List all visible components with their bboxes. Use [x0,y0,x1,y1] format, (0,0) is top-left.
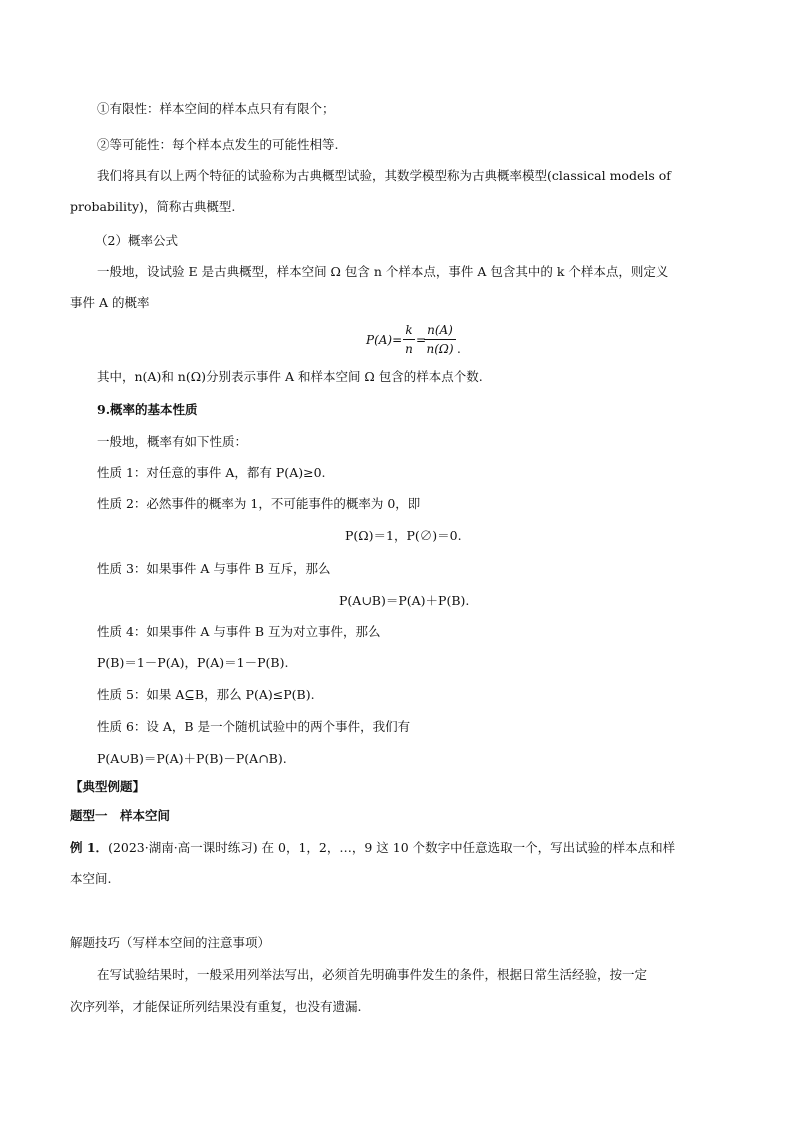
property-4: 性质 4：如果事件 A 与事件 B 互为对立事件，那么 [97,624,381,639]
property-4-formula: P(B)＝1－P(A)，P(A)＝1－P(B). [97,655,289,670]
question-type-heading: 题型一 样本空间 [70,808,171,823]
tips-line2: 次序列举，才能保证所列结果没有重复，也没有遗漏. [70,999,362,1014]
property-6: 性质 6：设 A，B 是一个随机试验中的两个事件，我们有 [97,719,411,734]
classical-definition-line1: 我们将具有以上两个特征的试验称为古典概型试验，其数学模型称为古典概率模型(classical models of [97,168,671,183]
property-2: 性质 2：必然事件的概率为 1，不可能事件的概率为 0，即 [97,496,421,511]
item-equal-likelihood: ②等可能性：每个样本点发生的可能性相等. [97,137,339,152]
formula-heading: （2）概率公式 [95,233,178,248]
example-1-line2: 本空间. [70,871,112,886]
property-2-formula: P(Ω)＝1，P(∅)＝0. [345,528,462,543]
formula-note: 其中，n(A)和 n(Ω)分别表示事件 A 和样本空间 Ω 包含的样本点个数. [97,369,483,384]
property-5: 性质 5：如果 A⊆B，那么 P(A)≤P(B). [97,687,315,702]
properties-heading: 9.概率的基本性质 [97,402,198,417]
example-1-label: 例 1． [70,840,109,855]
item-finiteness: ①有限性：样本空间的样本点只有有限个； [97,101,335,116]
example-1-text: (2023·湖南·高一课时练习) 在 0，1，2，…，9 这 10 个数字中任意选取一个，写出试验的样本点和样 [108,840,676,855]
fraction1-denominator: n [405,342,413,356]
tips-line1: 在写试验结果时，一般采用列举法写出，必须首先明确事件发生的条件，根据日常生活经验，按一定 [97,967,648,982]
property-6-formula: P(A∪B)＝P(A)＋P(B)－P(A∩B). [97,751,287,766]
fraction1-numerator: k [405,323,413,337]
classical-definition-line2: probability)，简称古典概型. [70,199,236,214]
formula-period: . [457,342,461,356]
property-3-formula: P(A∪B)＝P(A)＋P(B). [339,593,470,608]
formula-intro-line1: 一般地，设试验 E 是古典概型，样本空间 Ω 包含 n 个样本点，事件 A 包含其中的 k 个样本点，则定义 [97,264,669,279]
properties-intro: 一般地，概率有如下性质： [97,434,248,449]
example-1-line1 [70,842,675,855]
fraction2-numerator: n(A) [427,323,453,337]
fraction2-denominator: n(Ω) [426,342,454,356]
formula-intro-line2: 事件 A 的概率 [70,295,150,310]
fraction2-bar [424,339,456,340]
formula-equals: = [416,333,427,347]
formula-lhs: P(A)= [366,333,403,347]
examples-heading: 【典型例题】 [70,779,146,794]
tips-heading: 解题技巧（写样本空间的注意事项） [70,935,271,950]
property-1: 性质 1：对任意的事件 A，都有 P(A)≥0. [97,465,326,480]
fraction1-bar [403,339,415,340]
property-3: 性质 3：如果事件 A 与事件 B 互斥，那么 [97,561,331,576]
